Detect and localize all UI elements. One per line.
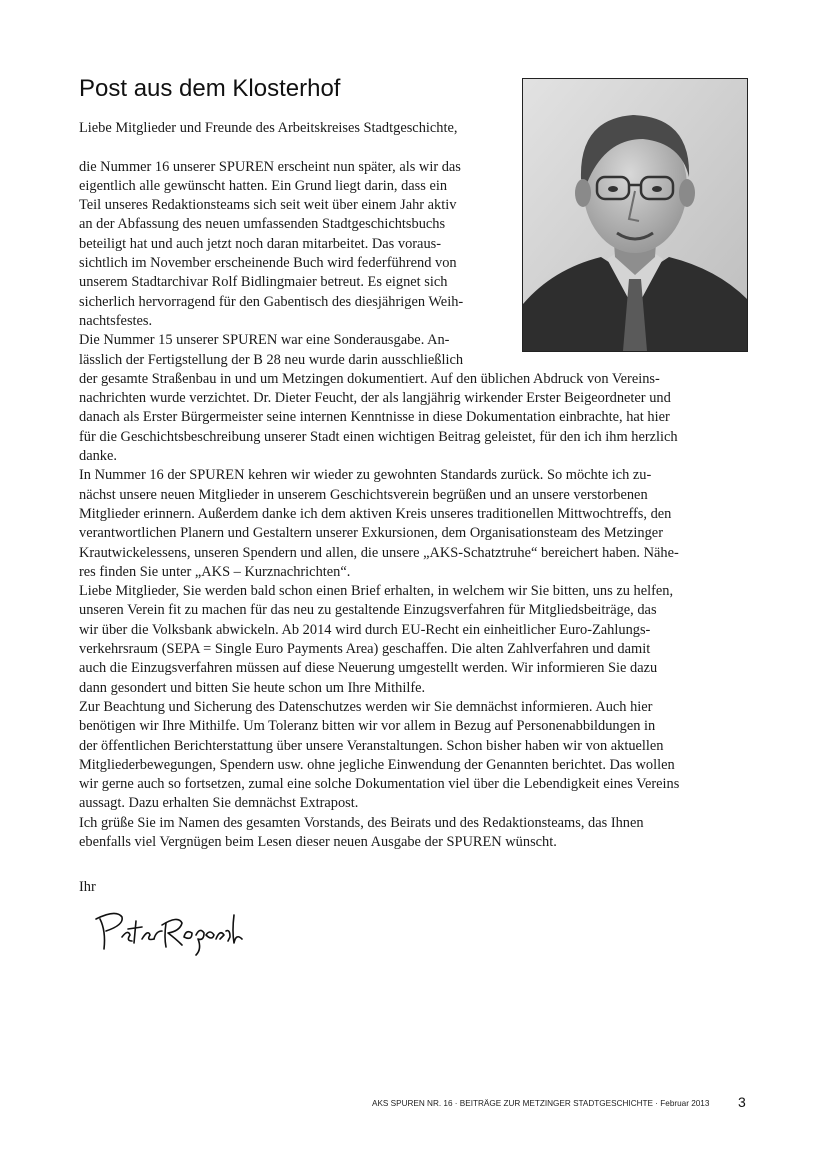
body-line: Ich grüße Sie im Namen des gesamten Vorstands, des Beirats und des Redaktionsteams, das Ihnen — [79, 814, 644, 831]
body-line: ebenfalls viel Vergnügen beim Lesen dieser neuen Ausgabe der SPUREN wünscht. — [79, 833, 557, 850]
running-footer: AKS SPUREN NR. 16 · BEITRÄGE ZUR METZINGER STADTGESCHICHTE · Februar 2013 — [372, 1099, 710, 1108]
body-line: nachrichten wurde verzichtet. Dr. Dieter Feucht, der als langjährig wirkender Erster Beigeordneter und — [79, 390, 671, 407]
body-line: res finden Sie unter „AKS – Kurznachrichten“. — [79, 563, 351, 580]
body-line: Zur Beachtung und Sicherung des Datenschutzes werden wir Sie demnächst informieren. Auch hier — [79, 698, 653, 715]
body-line: Die Nummer 15 unserer SPUREN war eine Sonderausgabe. An- — [79, 332, 450, 349]
body-line: für die Geschichtsbeschreibung unserer Stadt einen wichtigen Beitrag geleistet, für den ich ihm herzlich — [79, 428, 678, 445]
paragraph-spacer — [79, 138, 747, 157]
body-line: verkehrsraum (SEPA = Single Euro Payments Area) geschaffen. Die alten Zahlverfahren und damit — [79, 641, 651, 658]
body-line: wir gerne auch so fortsetzen, zumal eine solche Dokumentation viel über die Lebendigkeit eines Vereins — [79, 776, 680, 793]
salutation: Liebe Mitglieder und Freunde des Arbeitskreises Stadtgeschichte, — [79, 120, 458, 136]
body-line: lässlich der Fertigstellung der B 28 neu wurde darin ausschließlich — [79, 351, 464, 368]
body-line: Krautwickelessens, unseren Spendern und allen, die unsere „AKS-Schatztruhe“ bereichert haben. Nähe- — [79, 544, 679, 561]
body-line: sicherlich hervorragend für den Gabentisch des diesjährigen Weih- — [79, 293, 464, 310]
body-line: danke. — [79, 448, 117, 465]
body-line: der gesamte Straßenbau in und um Metzingen dokumentiert. Auf den üblichen Abdruck von Vereins- — [79, 370, 660, 387]
body-line: unserem Stadtarchivar Rolf Bidlingmaier betreut. Es eignet sich — [79, 274, 448, 291]
body-line: Teil unseres Redaktionsteams sich seit weit über einem Jahr aktiv — [79, 197, 457, 214]
page-number: 3 — [738, 1094, 746, 1110]
body-line: der öffentlichen Berichterstattung über unsere Veranstaltungen. Schon bisher haben wir von aktuellen — [79, 737, 664, 754]
body-line: danach als Erster Bürgermeister seine internen Kenntnisse in diese Dokumentation einbrachte, hat hier — [79, 409, 670, 426]
body-line: verantwortlichen Planern und Gestaltern unserer Exkursionen, dem Organisationsteam des Metzinger — [79, 525, 663, 542]
body-line: die Nummer 16 unserer SPUREN erscheint nun später, als wir das — [79, 158, 461, 175]
body-line: Liebe Mitglieder, Sie werden bald schon einen Brief erhalten, in welchem wir Sie bitten, uns zu helfen, — [79, 583, 674, 600]
body-line: eigentlich alle gewünscht hatten. Ein Grund liegt darin, dass ein — [79, 177, 448, 194]
body-line: Mitglieder erinnern. Außerdem danke ich dem aktiven Kreis unseres traditionellen Mittwochtreffs, den — [79, 505, 672, 522]
signature-image — [92, 905, 244, 957]
closing: Ihr — [79, 879, 96, 895]
body-line: benötigen wir Ihre Mithilfe. Um Toleranz bitten wir vor allem in Bezug auf Personenabbildungen in — [79, 718, 656, 735]
article-body — [79, 119, 747, 852]
body-line: unseren Verein fit zu machen für das neu zu gestaltende Einzugsverfahren für Mitgliedsbeiträge, das — [79, 602, 657, 619]
body-line: nächst unsere neuen Mitglieder in unserem Geschichtsverein begrüßen und an unsere verstorbenen — [79, 486, 648, 503]
body-line: Mitgliederbewegungen, Spendern usw. ohne jegliche Einwendung der Genannten berichtet. Das wollen — [79, 756, 675, 773]
body-line: auch die Einzugsverfahren müssen auf diese Neuerung umgestellt werden. Wir informieren Sie dazu — [79, 660, 658, 677]
body-line: wir über die Volksbank abwickeln. Ab 2014 wird durch EU-Recht ein einheitlicher Euro-Zahlungs- — [79, 621, 651, 638]
body-line: aussagt. Dazu erhalten Sie demnächst Extrapost. — [79, 795, 359, 812]
body-line: beteiligt hat und auch jetzt noch daran mitarbeitet. Das voraus- — [79, 235, 442, 252]
body-line: an der Abfassung des neuen umfassenden Stadtgeschichtsbuchs — [79, 216, 446, 233]
article-title: Post aus dem Klosterhof — [79, 75, 341, 102]
body-line: dann gesondert und bitten Sie heute schon um Ihre Mithilfe. — [79, 679, 426, 696]
body-line: In Nummer 16 der SPUREN kehren wir wieder zu gewohnten Standards zurück. So möchte ich zu- — [79, 467, 652, 484]
body-line: sichtlich im November erscheinende Buch wird federführend von — [79, 255, 457, 272]
body-line: nachtsfestes. — [79, 312, 153, 329]
